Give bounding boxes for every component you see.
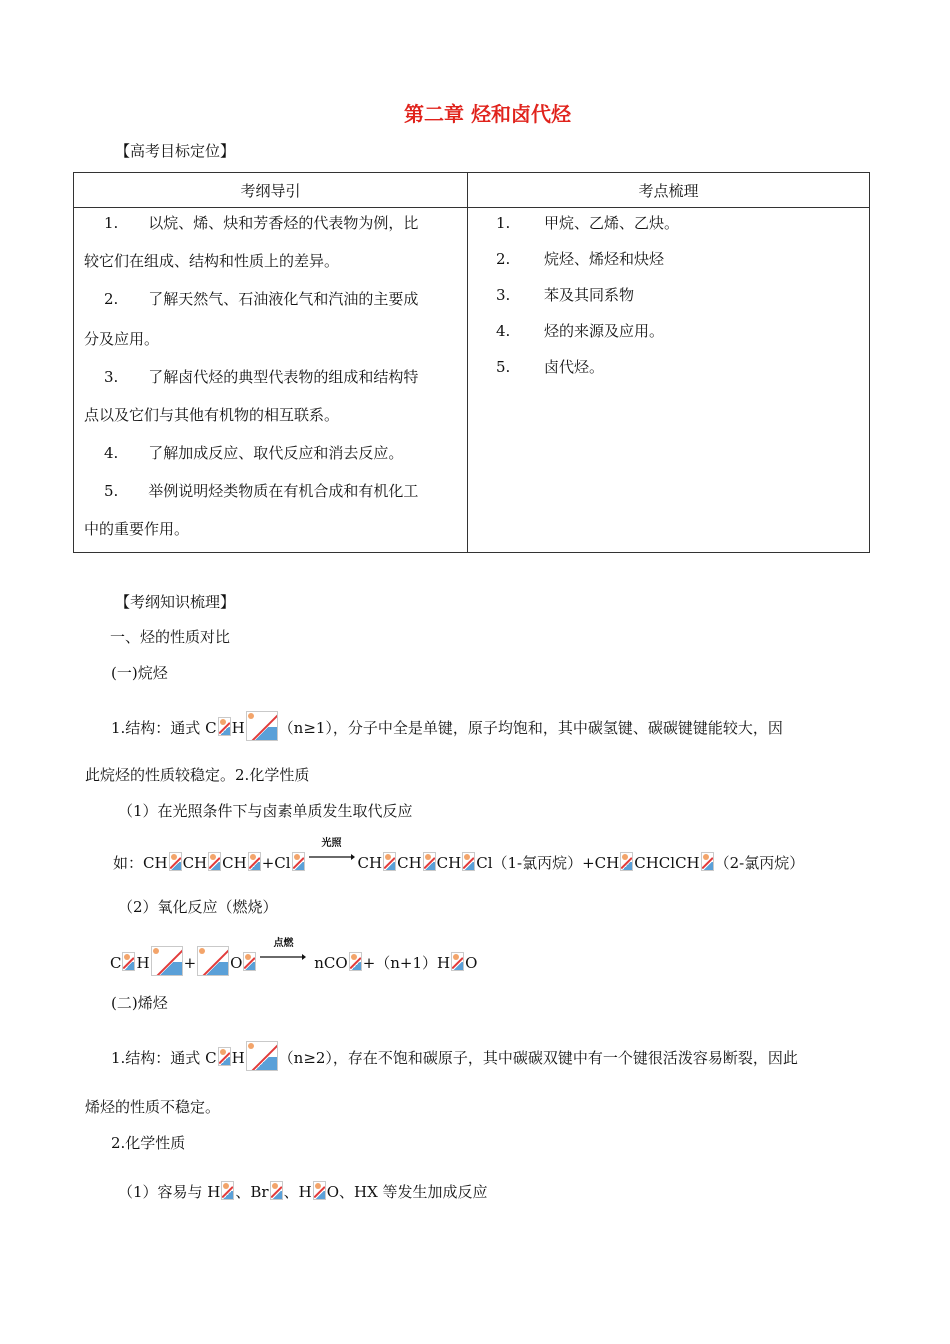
page-title: 第二章 烃和卤代烃 [404,102,571,126]
points-cell [468,208,870,553]
syllabus-table [73,172,870,553]
alkene-chem-heading: 2.化学性质 [111,1134,186,1152]
coefficient-image-icon [197,946,229,976]
heading-hydrocarbon-comparison: 一、烃的性质对比 [110,628,231,646]
subscript-image-icon [701,852,714,871]
subscript-image-icon [169,852,182,871]
subscript-image-icon [243,952,256,971]
alkane-substitution-heading: （1）在光照条件下与卤素单质发生取代反应 [118,802,413,820]
alkane-structure-line-2: 此烷烃的性质较稳定。2.化学性质 [85,766,310,784]
alkane-combustion-heading: （2）氧化反应（燃烧） [118,898,278,916]
subscript-image-icon [451,952,464,971]
subscript-image-icon [462,852,475,871]
formula-subscript-image-icon [246,711,278,741]
alkene-structure-line-2: 烯烃的性质不稳定。 [85,1098,221,1116]
table-body-row [74,208,870,553]
alkene-addition-line: （1）容易与 H 、Br 、H O、HX 等发生加成反应 [118,1183,488,1201]
subscript-image-icon [208,852,221,871]
subscript-image-icon [620,852,633,871]
point-num: 3. [496,286,511,304]
point-text: 烷烃、烯烃和炔烃 [544,250,665,268]
guide-line-6: 点以及它们与其他有机物的相互联系。 [84,406,340,424]
subscript-image-icon [221,1181,234,1200]
section-target-heading: 【高考目标定位】 [115,142,236,160]
substitution-equation: 如：CH CH CH +Cl 光照 CH CH CH Cl（1-氯丙烷）+CH CHClCH （2-氯丙烷） [113,838,805,872]
subscript-image-icon [122,952,135,971]
alkene-structure-line: 1.结构：通式 C H （n≥2），存在不饱和碳原子，其中碳碳双键中有一个键很活泼容易断裂，因此 [111,1041,798,1071]
point-num: 1. [496,214,511,232]
guide-cell [74,208,468,553]
guide-line-1: 1. 以烷、烯、炔和芳香烃的代表物为例，比 [104,214,419,232]
col-header-guide: 考纲导引 [74,173,468,208]
combustion-equation: C H + O 点燃 nCO +（n+1）H O [110,946,477,976]
guide-line-3: 2. 了解天然气、石油液化气和汽油的主要成 [104,290,419,308]
subscript-image-icon [248,852,261,871]
table-header-row [74,173,870,208]
guide-line-2: 较它们在组成、结构和性质上的差异。 [84,252,340,270]
point-num: 2. [496,250,511,268]
coefficient-image-icon [151,946,183,976]
guide-line-7: 4. 了解加成反应、取代反应和消去反应。 [104,444,404,462]
guide-line-5: 3. 了解卤代烃的典型代表物的组成和结构特 [104,368,419,386]
guide-line-9: 中的重要作用。 [84,520,190,538]
col-header-points: 考点梳理 [468,173,870,208]
formula-subscript-image-icon [246,1041,278,1071]
heading-alkane: (一)烷烃 [111,664,168,682]
subscript-image-icon [313,1181,326,1200]
subscript-image-icon [292,852,305,871]
alkane-structure-line: 1.结构：通式 C H （n≥1），分子中全是单键，原子均饱和，其中碳氢键、碳碳键键能较大，因 [111,711,783,741]
point-text: 烃的来源及应用。 [544,322,665,340]
reaction-arrow-icon: 点燃 [260,950,306,970]
heading-alkene: (二)烯烃 [111,994,168,1012]
guide-line-4: 分及应用。 [84,330,160,348]
point-text: 甲烷、乙烯、乙炔。 [544,214,680,232]
point-num: 4. [496,322,511,340]
formula-subscript-image-icon [218,1047,231,1066]
guide-line-8: 5. 举例说明烃类物质在有机合成和有机化工 [104,482,419,500]
subscript-image-icon [383,852,396,871]
point-text: 卤代烃。 [544,358,605,376]
point-num: 5. [496,358,511,376]
section-knowledge-heading: 【考纲知识梳理】 [115,593,236,611]
subscript-image-icon [270,1181,283,1200]
subscript-image-icon [349,952,362,971]
subscript-image-icon [423,852,436,871]
reaction-arrow-icon: 光照 [309,850,355,870]
formula-subscript-image-icon [218,717,231,736]
point-text: 苯及其同系物 [544,286,635,304]
